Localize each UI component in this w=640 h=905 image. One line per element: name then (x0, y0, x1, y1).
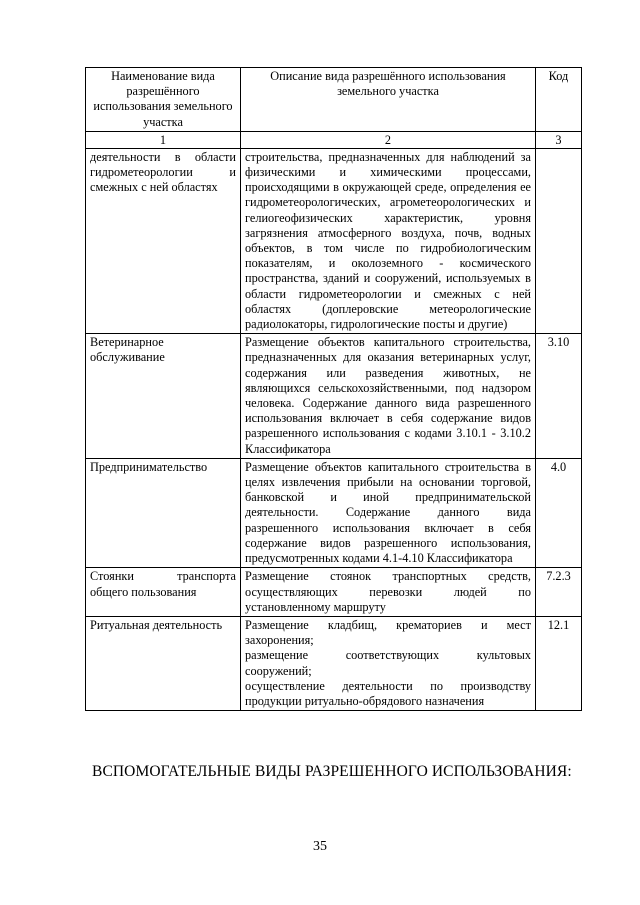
section-heading: ВСПОМОГАТЕЛЬНЫЕ ВИДЫ РАЗРЕШЕННОГО ИСПОЛЬЗОВАНИЯ: (92, 763, 572, 780)
table-row (86, 148, 582, 333)
header-name: Наименование вида разрешённого использования земельного участка (86, 68, 241, 132)
column-number: 1 (86, 131, 241, 148)
table-row (86, 616, 582, 710)
column-number: 3 (536, 131, 582, 148)
row-name: деятельности в области гидрометеорологии и смежных с ней областях (86, 148, 241, 333)
row-code: 3.10 (536, 334, 582, 459)
row-description (241, 616, 536, 710)
column-number-row (86, 131, 582, 148)
row-description: строительства, предназначенных для наблюдений за физическими и химическими процессами, происходящими в окружающей среде, определения ее гидрометеорологических, агрометеорологических и гелиогеофизических характеристик, уровня загрязнения атмосферного воздуха, почв, водных объектов, в том числе по гидробиологическим показателям, и околоземного - космического пространства, зданий и сооружений, используемых в области гидрометеорологии и смежных с ней областях (доплеровские метеорологические радиолокаторы, гидрологические посты и другие) (241, 148, 536, 333)
row-description: Размещение стоянок транспортных средств, осуществляющих перевозки людей по установленному маршруту (241, 568, 536, 617)
description-line: осуществление деятельности по производству продукции ритуально-обрядового назначения (245, 678, 531, 708)
row-code: 4.0 (536, 458, 582, 567)
row-name: Ветеринарное обслуживание (86, 334, 241, 459)
row-name: Ритуальная деятельность (86, 616, 241, 710)
row-description: Размещение объектов капитального строительства в целях извлечения прибыли на основании торговой, банковской и иной предпринимательской деятельности. Содержание данного вида разрешенного использования включает в себя содержание видов разрешенного использования, предусмотренных кодами 4.1-4.10 Классификатора (241, 458, 536, 567)
header-code: Код (536, 68, 582, 132)
table-row (86, 458, 582, 567)
row-code: 7.2.3 (536, 568, 582, 617)
row-name: Предпринимательство (86, 458, 241, 567)
table-row (86, 568, 582, 617)
land-use-table (85, 67, 582, 711)
description-line: размещение соответствующих культовых сооружений; (245, 648, 531, 678)
table-header-row (86, 68, 582, 132)
row-description: Размещение объектов капитального строительства, предназначенных для оказания ветеринарных услуг, содержания или разведения животных, не являющихся сельскохозяйственными, под надзором человека. Содержание данного вида разрешенного использования включает в себя содержание видов разрешенного использования с кодами 3.10.1 - 3.10.2 Классификатора (241, 334, 536, 459)
row-code: 12.1 (536, 616, 582, 710)
row-code (536, 148, 582, 333)
row-name: Стоянки транспорта общего пользования (86, 568, 241, 617)
table-row (86, 334, 582, 459)
description-line: Размещение кладбищ, крематориев и мест захоронения; (245, 617, 531, 648)
header-description: Описание вида разрешённого использования земельного участка (241, 68, 536, 132)
column-number: 2 (241, 131, 536, 148)
page-number: 35 (313, 839, 327, 854)
